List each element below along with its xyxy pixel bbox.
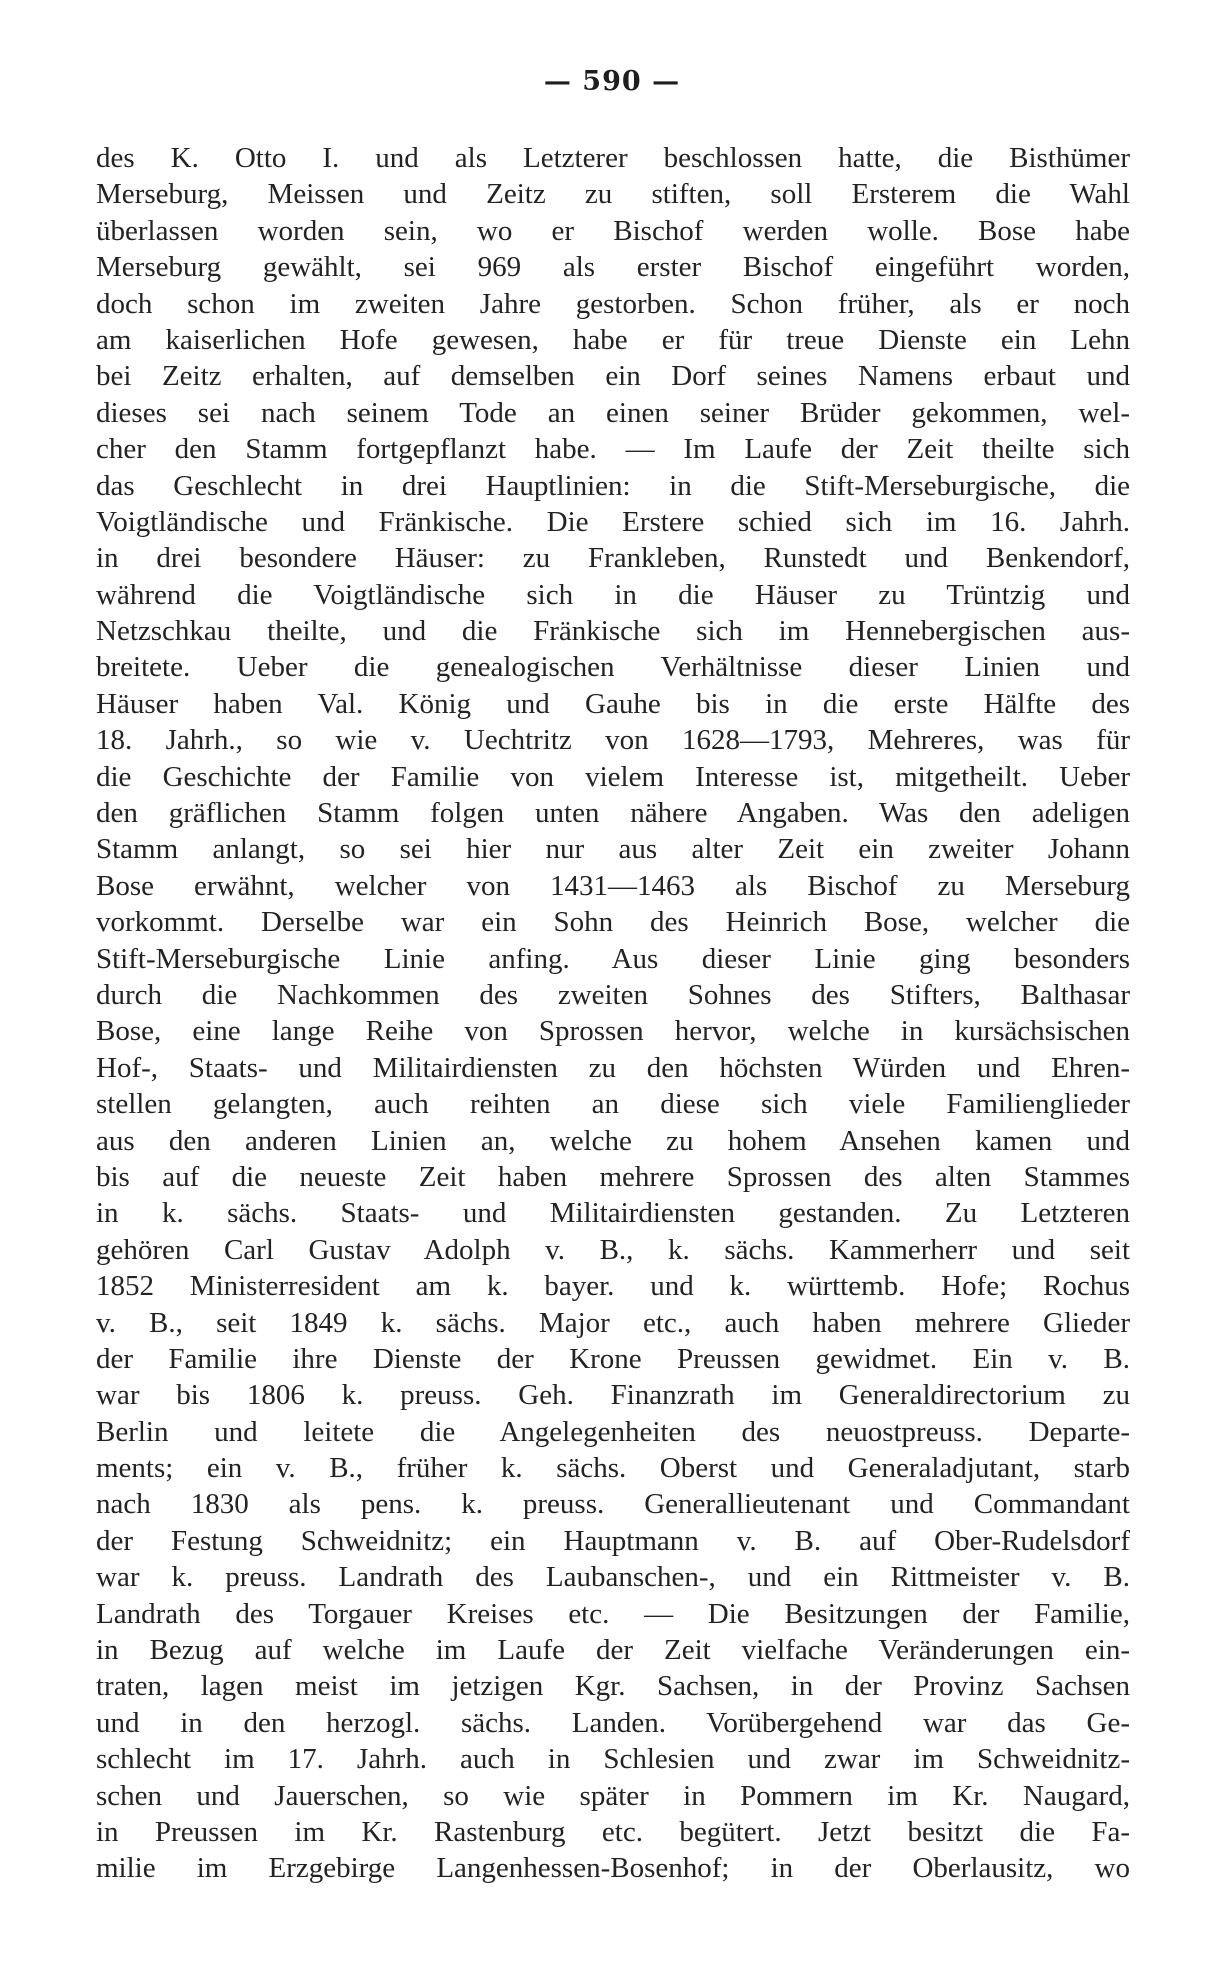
text-line: in Preussen im Kr. Rastenburg etc. begütert. Jetzt besitzt die Fa- xyxy=(96,1815,1130,1848)
text-line: vorkommt. Derselbe war ein Sohn des Heinrich Bose, welcher die xyxy=(96,906,1130,939)
text-line: ments; ein v. B., früher k. sächs. Oberst und Generaladjutant, starb xyxy=(96,1452,1130,1485)
text-line: schen und Jauerschen, so wie später in Pommern im Kr. Naugard, xyxy=(96,1779,1130,1812)
text-line: gehören Carl Gustav Adolph v. B., k. sächs. Kammerherr und seit xyxy=(96,1233,1130,1266)
text-line: in Bezug auf welche im Laufe der Zeit vielfache Veränderungen ein- xyxy=(96,1634,1130,1667)
text-line: Stift-Merseburgische Linie anfing. Aus dieser Linie ging besonders xyxy=(96,942,1130,975)
text-line: Bose, eine lange Reihe von Sprossen hervor, welche in kursächsischen xyxy=(96,1015,1130,1048)
text-line: durch die Nachkommen des zweiten Sohnes des Stifters, Balthasar xyxy=(96,978,1130,1011)
text-line: überlassen worden sein, wo er Bischof werden wolle. Bose habe xyxy=(96,214,1130,247)
text-line: Merseburg, Meissen und Zeitz zu stiften, soll Ersterem die Wahl xyxy=(96,178,1130,211)
text-line: Netzschkau theilte, und die Fränkische sich im Hennebergischen aus- xyxy=(96,615,1130,648)
text-line: Landrath des Torgauer Kreises etc. — Die Besitzungen der Familie, xyxy=(96,1597,1130,1630)
text-line: war k. preuss. Landrath des Laubanschen-, und ein Rittmeister v. B. xyxy=(96,1561,1130,1594)
text-line: stellen gelangten, auch reihten an diese sich viele Familienglieder xyxy=(96,1088,1130,1121)
text-line: dieses sei nach seinem Tode an einen seiner Brüder gekommen, wel- xyxy=(96,396,1130,429)
text-line: breitete. Ueber die genealogischen Verhältnisse dieser Linien und xyxy=(96,651,1130,684)
text-line: bis auf die neueste Zeit haben mehrere Sprossen des alten Stammes xyxy=(96,1160,1130,1193)
text-line: den gräflichen Stamm folgen unten nähere Angaben. Was den adeligen xyxy=(96,797,1130,830)
text-line: am kaiserlichen Hofe gewesen, habe er für treue Dienste ein Lehn xyxy=(96,323,1130,356)
text-line: nach 1830 als pens. k. preuss. Generallieutenant und Commandant xyxy=(96,1488,1130,1521)
text-line: in drei besondere Häuser: zu Frankleben, Runstedt und Benkendorf, xyxy=(96,542,1130,575)
text-line: Merseburg gewählt, sei 969 als erster Bischof eingeführt worden, xyxy=(96,251,1130,284)
text-line: in k. sächs. Staats- und Militairdiensten gestanden. Zu Letzteren xyxy=(96,1197,1130,1230)
text-line: das Geschlecht in drei Hauptlinien: in die Stift-Merseburgische, die xyxy=(96,469,1130,502)
text-line: 1852 Ministerresident am k. bayer. und k. württemb. Hofe; Rochus xyxy=(96,1270,1130,1303)
text-line: war bis 1806 k. preuss. Geh. Finanzrath im Generaldirectorium zu xyxy=(96,1379,1130,1412)
text-line: milie im Erzgebirge Langenhessen-Bosenhof; in der Oberlausitz, wo xyxy=(96,1852,1130,1885)
text-line: und in den herzogl. sächs. Landen. Vorübergehend war das Ge- xyxy=(96,1706,1130,1739)
text-line: aus den anderen Linien an, welche zu hohem Ansehen kamen und xyxy=(96,1124,1130,1157)
text-line: Bose erwähnt, welcher von 1431—1463 als Bischof zu Merseburg xyxy=(96,869,1130,902)
text-line: traten, lagen meist im jetzigen Kgr. Sachsen, in der Provinz Sachsen xyxy=(96,1670,1130,1703)
text-line: der Familie ihre Dienste der Krone Preussen gewidmet. Ein v. B. xyxy=(96,1342,1130,1375)
text-line: bei Zeitz erhalten, auf demselben ein Dorf seines Namens erbaut und xyxy=(96,360,1130,393)
text-line: Berlin und leitete die Angelegenheiten des neuostpreuss. Departe- xyxy=(96,1415,1130,1448)
text-line: des K. Otto I. und als Letzterer beschlossen hatte, die Bisthümer xyxy=(96,142,1130,174)
text-line: v. B., seit 1849 k. sächs. Major etc., auch haben mehrere Glieder xyxy=(96,1306,1130,1339)
page-number: — 590 — xyxy=(543,66,681,97)
text-line: Voigtländische und Fränkische. Die Erstere schied sich im 16. Jahrh. xyxy=(96,505,1130,538)
text-line: cher den Stamm fortgepflanzt habe. — Im Laufe der Zeit theilte sich xyxy=(96,433,1130,466)
text-line: während die Voigtländische sich in die Häuser zu Trüntzig und xyxy=(96,578,1130,611)
text-line: der Festung Schweidnitz; ein Hauptmann v. B. auf Ober-Rudelsdorf xyxy=(96,1524,1130,1557)
text-line: 18. Jahrh., so wie v. Uechtritz von 1628—1793, Mehreres, was für xyxy=(96,724,1130,757)
body-text xyxy=(96,140,1130,1887)
text-line: Häuser haben Val. König und Gauhe bis in die erste Hälfte des xyxy=(96,687,1130,720)
text-line: die Geschichte der Familie von vielem Interesse ist, mitgetheilt. Ueber xyxy=(96,760,1130,793)
text-line: Stamm anlangt, so sei hier nur aus alter Zeit ein zweiter Johann xyxy=(96,833,1130,866)
text-line: schlecht im 17. Jahrh. auch in Schlesien und zwar im Schweidnitz- xyxy=(96,1743,1130,1776)
text-line: Hof-, Staats- und Militairdiensten zu den höchsten Würden und Ehren- xyxy=(96,1051,1130,1084)
text-line: doch schon im zweiten Jahre gestorben. Schon früher, als er noch xyxy=(96,287,1130,320)
